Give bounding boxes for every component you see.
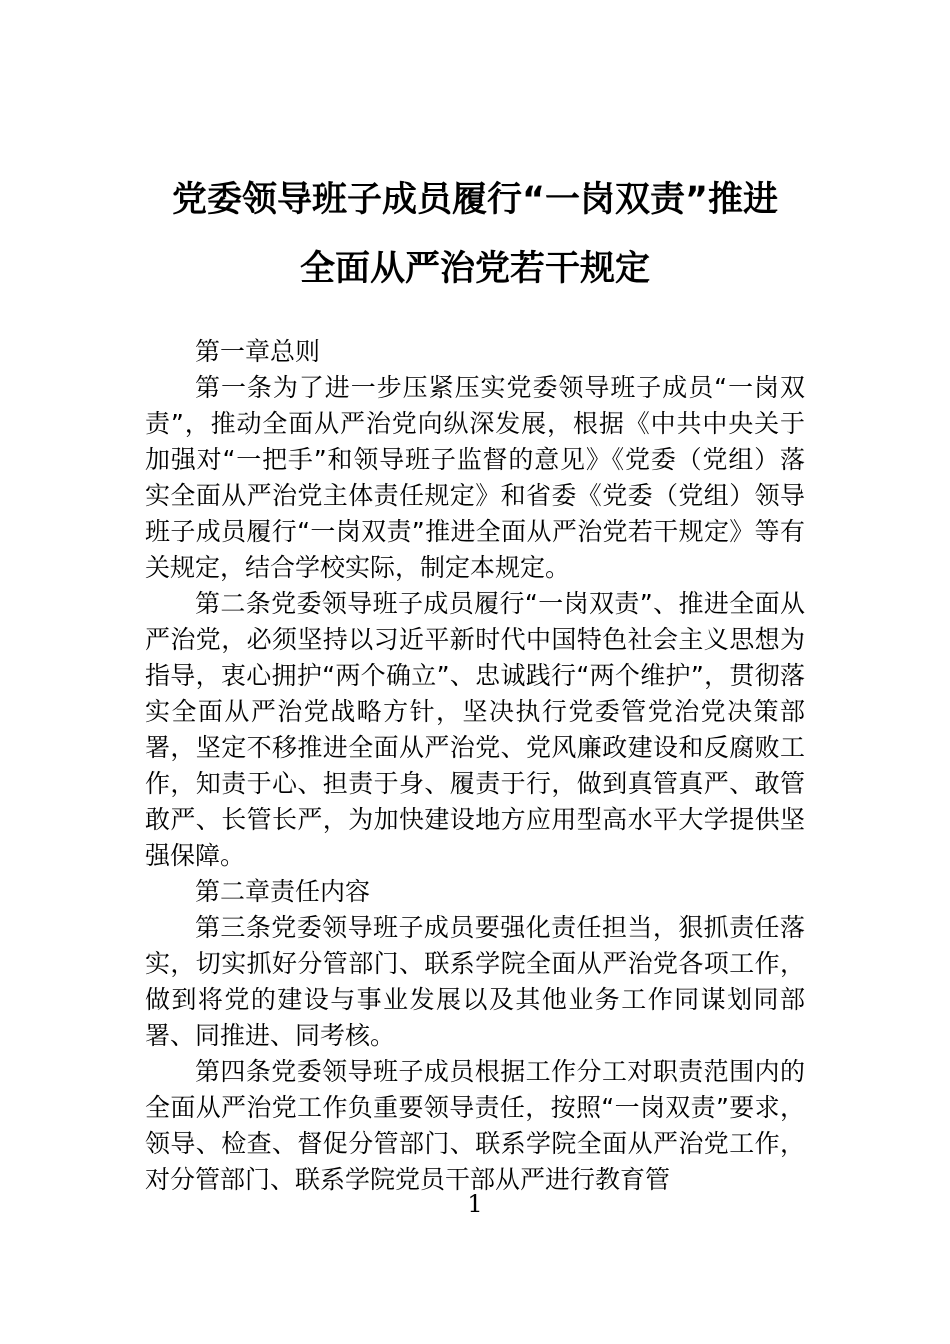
chapter-heading: 第二章责任内容 [195, 877, 371, 906]
chapter-heading: 第一章总则 [195, 337, 321, 366]
article-paragraph: 第一条为了进一步压紧压实党委领导班子成员“一岗双责”，推动全面从严治党向纵深发展，根据《中共中央关于加强对“一把手”和领导班子监督的意见》《党委（党组）落实全面从严治党主体责任规定》和省委《党委（党组）领导班子成员履行“一岗双责”推进全面从严治党若干规定》等有关规定，结合学校实际，制定本规定。 [145, 373, 805, 582]
document-title-line-2: 全面从严治党若干规定 [299, 249, 650, 289]
document-title-line-1: 党委领导班子成员履行“一岗双责”推进 [171, 180, 778, 220]
page-number: 1 [467, 1190, 483, 1218]
document-body [145, 334, 805, 1198]
article-paragraph: 第二条党委领导班子成员履行“一岗双责”、推进全面从严治党，必须坚持以习近平新时代中国特色社会主义思想为指导，衷心拥护“两个确立”、忠诚践行“两个维护”，贯彻落实全面从严治党战略方针，坚决执行党委管党治党决策部署，坚定不移推进全面从严治党、党风廉政建设和反腐败工作，知责于心、担责于身、履责于行，做到真管真严、敢管敢严、长管长严，为加快建设地方应用型高水平大学提供坚强保障。 [145, 589, 805, 870]
article-paragraph: 第四条党委领导班子成员根据工作分工对职责范围内的全面从严治党工作负重要领导责任，按照“一岗双责”要求，领导、检查、督促分管部门、联系学院全面从严治党工作，对分管部门、联系学院党员干部从严进行教育管 [145, 1057, 805, 1194]
article-paragraph: 第三条党委领导班子成员要强化责任担当，狠抓责任落实，切实抓好分管部门、联系学院全面从严治党各项工作，做到将党的建设与事业发展以及其他业务工作同谋划同部署、同推进、同考核。 [145, 913, 805, 1050]
